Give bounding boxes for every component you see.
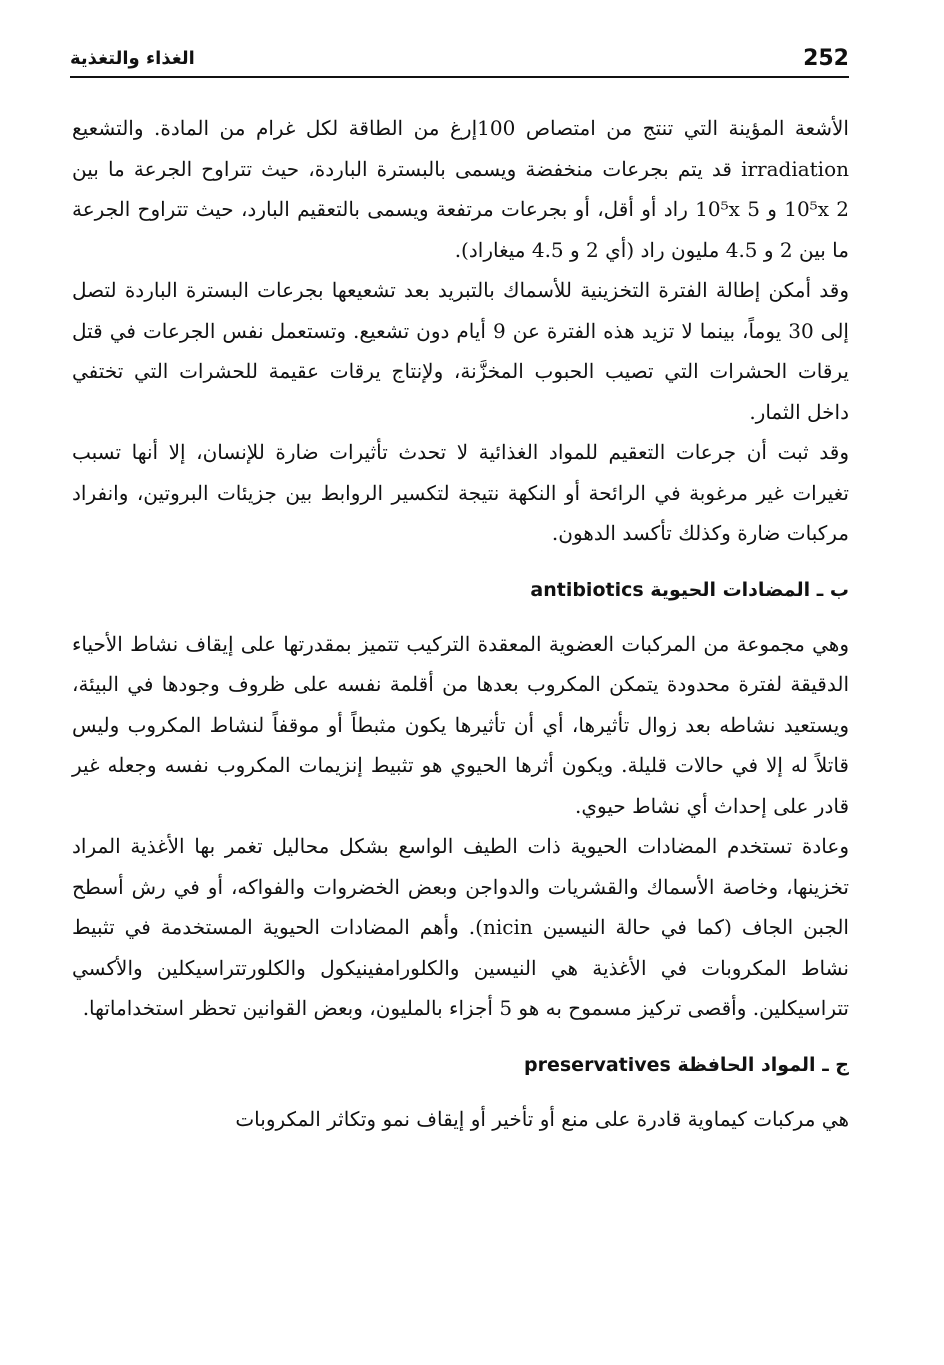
section-heading-english: preservatives xyxy=(524,1053,671,1076)
paragraph: هي مركبات كيماوية قادرة على منع أو تأخير أو إيقاف نمو وتكاثر المكروبات xyxy=(235,1106,849,1131)
section-heading-antibiotics xyxy=(72,572,849,608)
running-title: الغذاء والتغذية xyxy=(70,47,195,69)
section-heading-arabic: ج ـ المواد الحافظة xyxy=(677,1053,849,1076)
section-heading-arabic: ب ـ المضادات الحيوية xyxy=(650,578,849,601)
section-heading-english: antibiotics xyxy=(530,578,644,601)
paragraph: وقد ثبت أن جرعات التعقيم للمواد الغذائية لا تحدث تأثيرات ضارة للإنسان، إلا أنها تسبب تغيرات غير مرغوبة في الرائحة أو النكهة نتيجة لتكسير الروابط بين جزيئات البروتين، وانفراد مركبات ضارة وكذلك تأكسد الدهون. xyxy=(72,440,849,545)
paragraph: وعادة تستخدم المضادات الحيوية ذات الطيف الواسع بشكل محاليل تغمر بها الأغذية المراد تخزينها، وخاصة الأسماك والقشريات والدواجن وبعض الخضروات والفواكه، أو في رش أسطح الجبن الجاف (كما في حالة النيسين nicin). وأهم المضادات الحيوية المستخدمة في تثبيط نشاط المكروبات في الأغذية هي النيسين والكلورامفينيكول والكلورتتراسيكلين والأكسي تتراسيكلين. وأقصى تركيز مسموح به هو 5 أجزاء بالمليون، وبعض القوانين تحظر استخداماتها. xyxy=(72,834,849,1020)
paragraph: الأشعة المؤينة التي تنتج من امتصاص 100إرغ من الطاقة لكل غرام من المادة. والتشعيع irradiation قد يتم بجرعات منخفضة ويسمى بالبسترة الباردة، حيث تتراوح الجرعة ما بين 10⁵x 2 و 10⁵x 5 راد أو أقل، أو بجرعات مرتفعة ويسمى بالتعقيم البارد، حيث تتراوح الجرعة ما بين 2 و 4.5 مليون راد (أي 2 و 4.5 ميغاراد). xyxy=(72,116,850,262)
page-number: 252 xyxy=(803,45,849,71)
page-header xyxy=(70,40,849,78)
page-body xyxy=(72,108,849,1139)
section-heading-preservatives xyxy=(72,1047,849,1083)
paragraph: وهي مجموعة من المركبات العضوية المعقدة التركيب تتميز بمقدرتها على إيقاف نشاط الأحياء الدقيقة لفترة محدودة يتمكن المكروب بعدها من أقلمة نفسه على ظروف وجودها في البيئة، ويستعيد نشاطه بعد زوال تأثيرها، أي أن تأثيرها يكون مثبطاً أو موقفاً لنشاط المكروب وليس قاتلاً له إلا في حالات قليلة. ويكون أثرها الحيوي هو تثبيط إنزيمات المكروب نفسه وجعله غير قادر على إحداث أي نشاط حيوي. xyxy=(72,631,849,818)
paragraph: وقد أمكن إطالة الفترة التخزينية للأسماك بالتبريد بعد تشعيعها بجرعات البسترة الباردة لتصل إلى 30 يوماً، بينما لا تزيد هذه الفترة عن 9 أيام دون تشعيع. وتستعمل نفس الجرعات في قتل يرقات الحشرات التي تصيب الحبوب المخزَّنة، ولإنتاج يرقات عقيمة للحشرات التي تختفي داخل الثمار. xyxy=(72,278,849,424)
